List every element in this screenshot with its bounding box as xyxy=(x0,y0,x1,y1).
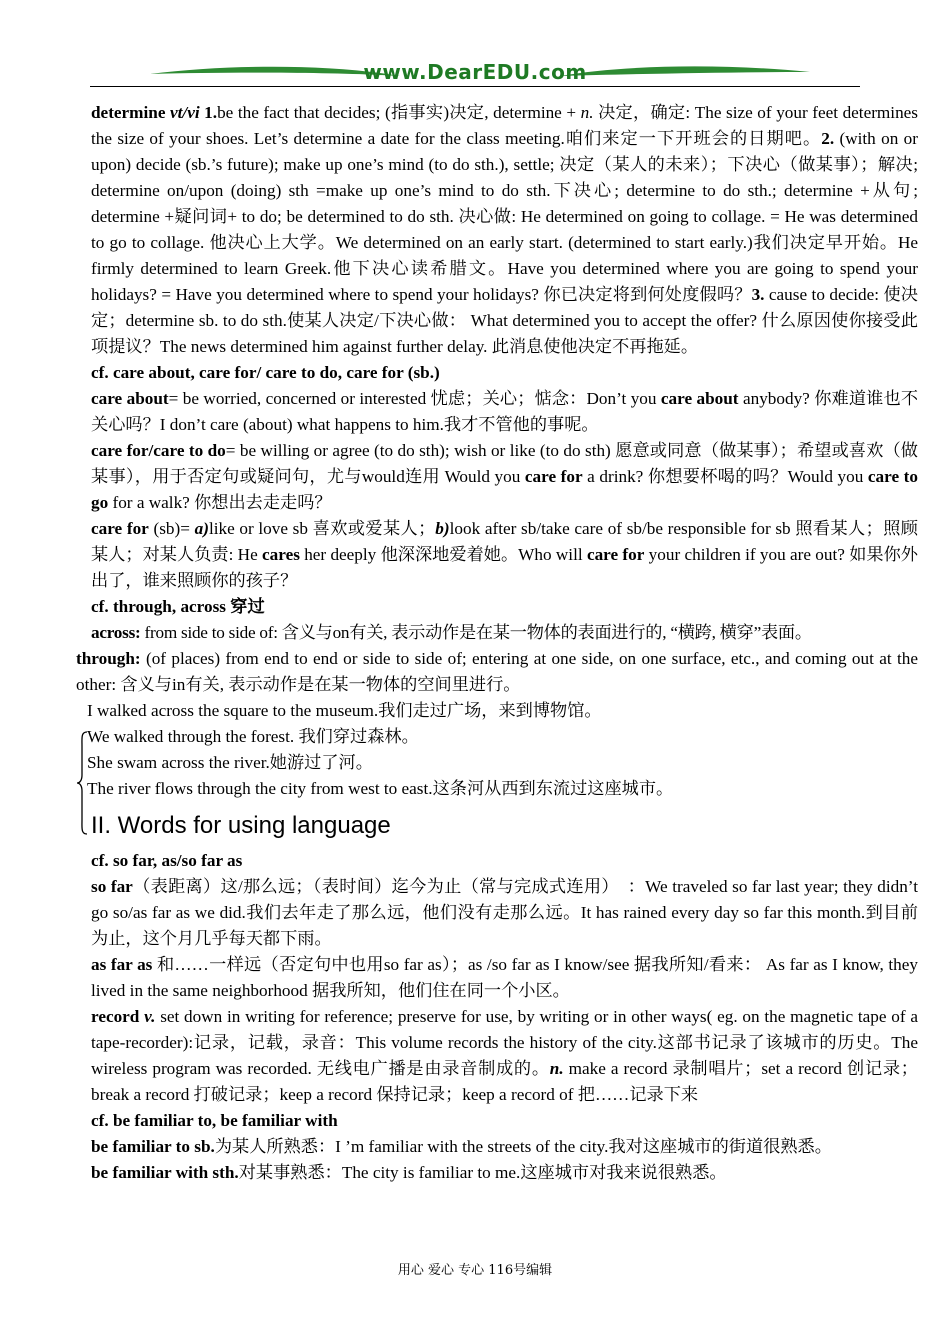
curly-brace-icon xyxy=(76,730,88,836)
entry-familiar-with: be familiar with sth.对某事熟悉：The city is familiar to me.这座城市对我来说很熟悉。 xyxy=(91,1163,727,1182)
cf-heading: cf. be familiar to, be familiar with xyxy=(91,1111,338,1130)
section-title: II. Words for using language xyxy=(91,812,391,839)
example-sentence: I walked across the square to the museum.我们走过广场，来到博物馆。 xyxy=(87,701,602,720)
entry-care-for-to: care for/care to do= be willing or agree (to do sth); wish or like (to do sth) 愿意或同意（做某事）；希望或喜欢（做某事），用于否定句或疑问句，尤与would连用 Would you care for a drink? 你想要杯喝的吗？Would you care to go for a walk? 你想出去走走吗？ xyxy=(91,441,918,512)
entry-determine: determine vt/vi 1.be the fact that decides; (指事实)决定, determine + n. 决定，确定: The size of your feet determines the size of your shoes. Let’s determine a date for the class meeting.咱们来定一下开班会的日期吧。2. (with on or upon) decide (sb.’s future); make up one’s mind (to do sth.), settle; 决定（某人的未来）；下决心（做某事）；解决; determine on/upon (doing) sth =make up one’s mind to do sth.下决心; determine to do sth.; determine +从句; determine +疑问词+ to do; be determined to do sth. 决心做: He determined on going to collage. = He was determined to go to collage. 他决心上大学。We determined on an early start. (determined to start early.)我们决定早开始。He firmly determined to learn Greek.他下决心读希腊文。Have you determined where you are going to spend your holidays? = Have you determined where to spend your holidays? 你已决定将到何处度假吗？3. cause to decide: 使决定；determine sb. to do sth.使某人决定/下决心做： What determined you to accept the offer? 什么原因使你接受此项提议？The news determined him against further delay. 此消息使他决定不再拖延。 xyxy=(91,103,918,356)
entry-care-for-sb: care for (sb)= a)like or love sb 喜欢或爱某人；b)look after sb/take care of sb/be responsible for sb 照看某人；照顾某人；对某人负责: He cares her deeply 他深深地爱着她。Who will care for your children if you are out? 如果你外出了，谁来照顾你的孩子？ xyxy=(91,519,918,590)
page-footer: 用心 爱心 专心 116号编辑 xyxy=(397,1263,553,1278)
example-sentence: We walked through the forest. 我们穿过森林。 xyxy=(87,727,419,746)
entry-so-far: so far（表距离）这/那么远；（表时间）迄今为止（常与完成式连用） ：We traveled so far last year; they didn’t go so/as far as we did.我们去年走了那么远，他们没有走那么远。It has rained every day so far this month.到目前为止，这个月几乎每天都下雨。 xyxy=(91,877,918,948)
entry-care-about: care about= be worried, concerned or interested 忧虑；关心；惦念：Don’t you care about anybody? 你难道谁也不关心吗？I don’t care (about) what happens to him.我才不管他的事呢。 xyxy=(91,389,919,434)
entry-familiar-to: be familiar to sb.为某人所熟悉：I ’m familiar with the streets of the city.我对这座城市的街道很熟悉。 xyxy=(91,1137,832,1156)
example-sentence: The river flows through the city from west to east.这条河从西到东流过这座城市。 xyxy=(87,779,674,798)
page-header xyxy=(90,58,860,90)
entry-across: across: from side to side of: 含义与on有关, 表示动作是在某一物体的表面进行的, “横跨, 横穿”表面。 xyxy=(91,623,812,642)
entry-as-far-as: as far as 和……一样远（否定句中也用so far as）；as /so far as I know/see 据我所知/看来： As far as I know, they lived in the same neighborhood 据我所知，他们住在同一个小区。 xyxy=(91,955,918,1000)
site-logo[interactable]: www.DearEDU.com xyxy=(363,60,587,84)
entry-record: record v. set down in writing for reference; preserve for use, by writing or in other ways( eg. on the magnetic tape of a tape-recorder):记录，记载，录音：This volume records the history of the city.这部书记录了该城市的历史。The wireless program was recorded. 无线电广播是由录音制成的。n. make a record 录制唱片；set a record 创记录；break a record 打破记录；keep a record 保持记录；keep a record of 把……记录下来 xyxy=(91,1007,918,1104)
example-sentence: She swam across the river.她游过了河。 xyxy=(87,753,373,772)
headword: determine xyxy=(91,103,166,122)
cf-heading: cf. through, across 穿过 xyxy=(91,597,265,616)
cf-heading: cf. care about, care for/ care to do, care for (sb.) xyxy=(91,363,440,382)
cf-heading: cf. so far, as/so far as xyxy=(91,851,243,870)
entry-through: through: (of places) from end to end or side to side of; entering at one side, on one surface, etc., and coming out at the other: 含义与in有关, 表示动作是在某一物体的空间里进行。 xyxy=(76,649,918,694)
document-body xyxy=(76,100,918,1186)
header-rule xyxy=(90,86,860,87)
